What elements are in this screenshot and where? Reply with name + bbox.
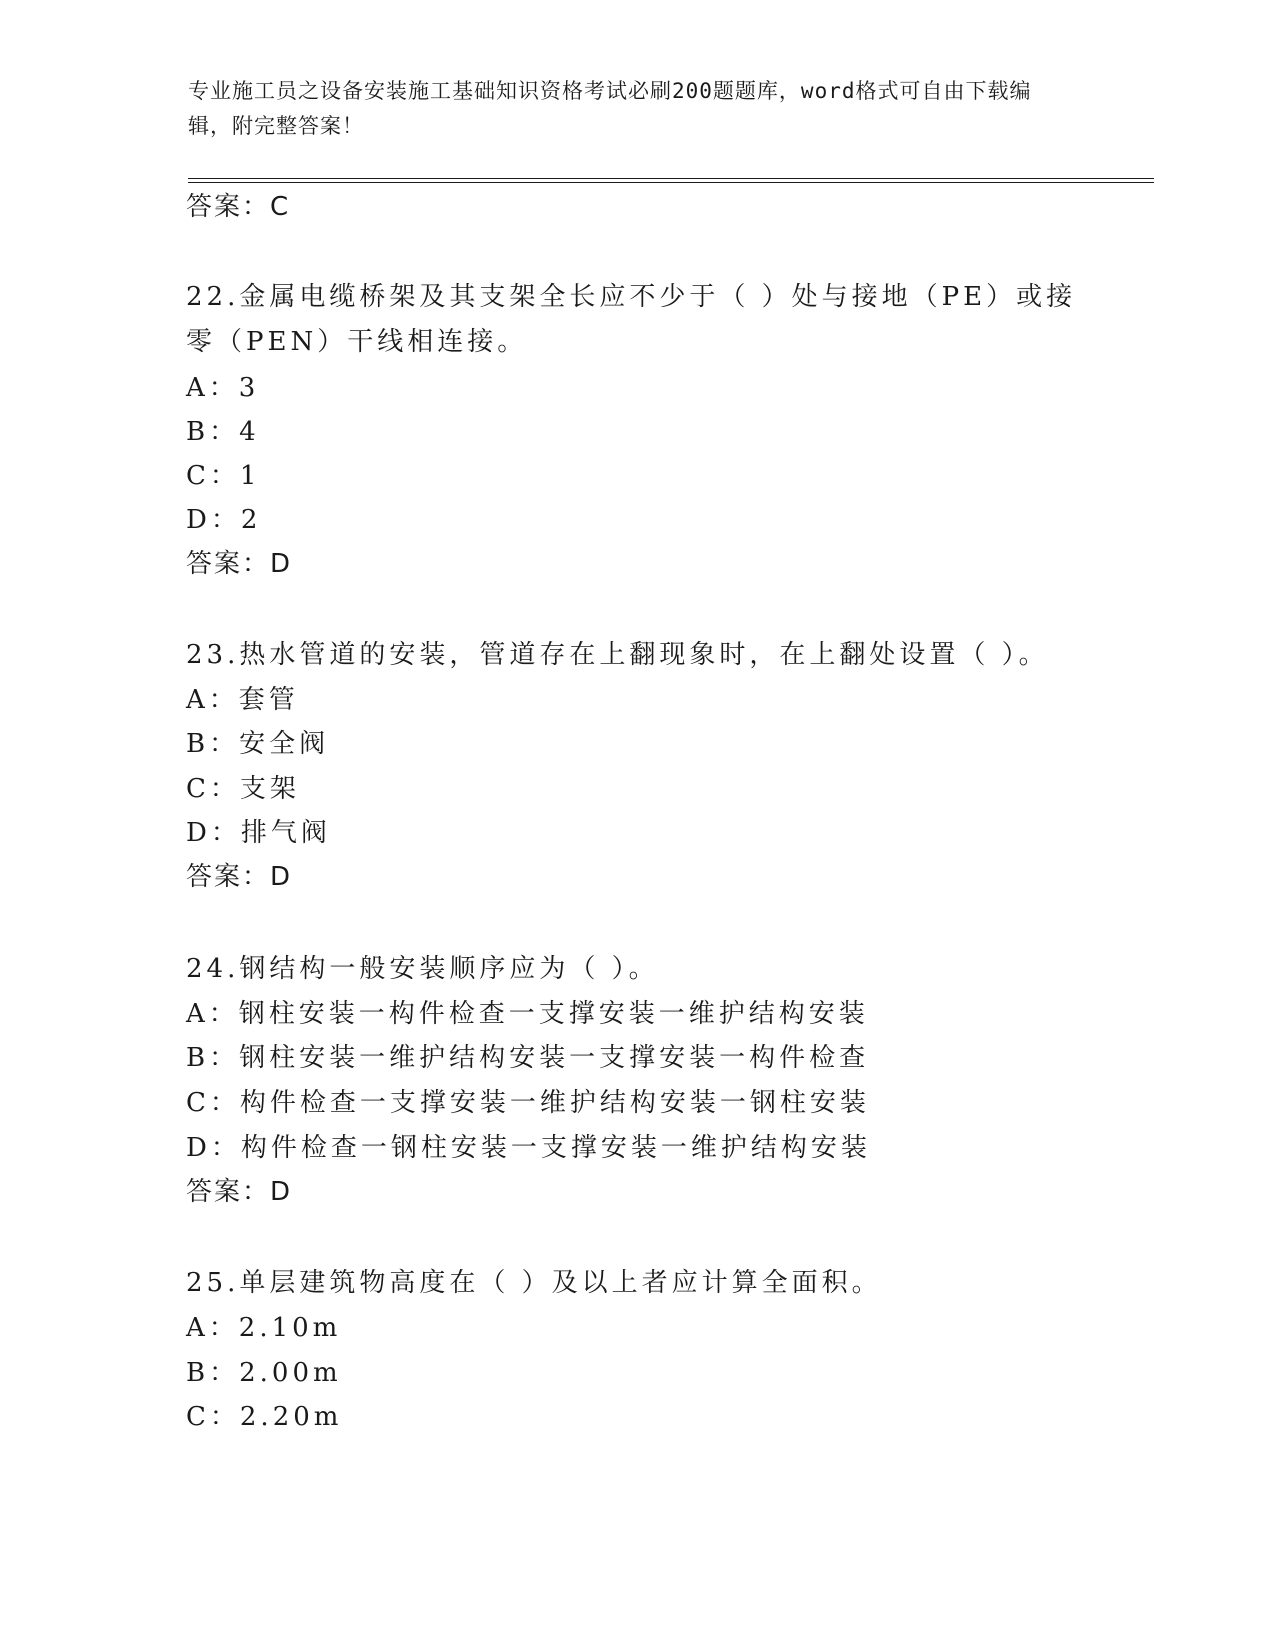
question-22-option-d: D：2 xyxy=(186,505,262,535)
question-25-option-c: C：2.20m xyxy=(186,1402,343,1432)
question-25-stem: 25.单层建筑物高度在（ ）及以上者应计算全面积。 xyxy=(186,1268,882,1298)
question-23-option-a: A：套管 xyxy=(186,685,299,715)
question-24-stem: 24.钢结构一般安装顺序应为（ ）。 xyxy=(186,954,659,984)
document-header: 专业施工员之设备安装施工基础知识资格考试必刷200题题库，word格式可自由下载编辑，附完整答案！ xyxy=(188,79,1032,138)
answer-line-21: 答案：C xyxy=(186,192,291,222)
question-23-stem: 23.热水管道的安装，管道存在上翻现象时，在上翻处设置（ ）。 xyxy=(186,640,1049,670)
question-23-option-c: C：支架 xyxy=(186,774,300,804)
question-22-stem: 22.金属电缆桥架及其支架全长应不少于（ ）处与接地（PE）或接零（PEN）干线相连接。 xyxy=(186,282,1077,357)
question-23-option-d: D：排气阀 xyxy=(186,818,331,848)
question-22-option-c: C：1 xyxy=(186,461,261,491)
header-divider-bottom xyxy=(188,182,1154,183)
question-22-option-a: A：3 xyxy=(186,373,260,403)
question-24-option-a: A：钢柱安装一构件检查一支撑安装一维护结构安装 xyxy=(186,999,869,1029)
question-24-answer: 答案：D xyxy=(186,1177,293,1207)
header-divider-top xyxy=(188,178,1154,179)
question-24-option-b: B：钢柱安装一维护结构安装一支撑安装一构件检查 xyxy=(186,1043,870,1073)
question-25-option-a: A：2.10m xyxy=(186,1313,342,1343)
question-23-answer: 答案：D xyxy=(186,862,293,892)
question-24-option-d: D：构件检查一钢柱安装一支撑安装一维护结构安装 xyxy=(186,1133,871,1163)
question-23-option-b: B：安全阀 xyxy=(186,729,330,759)
question-22-option-b: B：4 xyxy=(186,417,260,447)
question-25-option-b: B：2.00m xyxy=(186,1358,342,1388)
question-24-option-c: C：构件检查一支撑安装一维护结构安装一钢柱安装 xyxy=(186,1088,870,1118)
question-22-answer: 答案：D xyxy=(186,549,293,579)
